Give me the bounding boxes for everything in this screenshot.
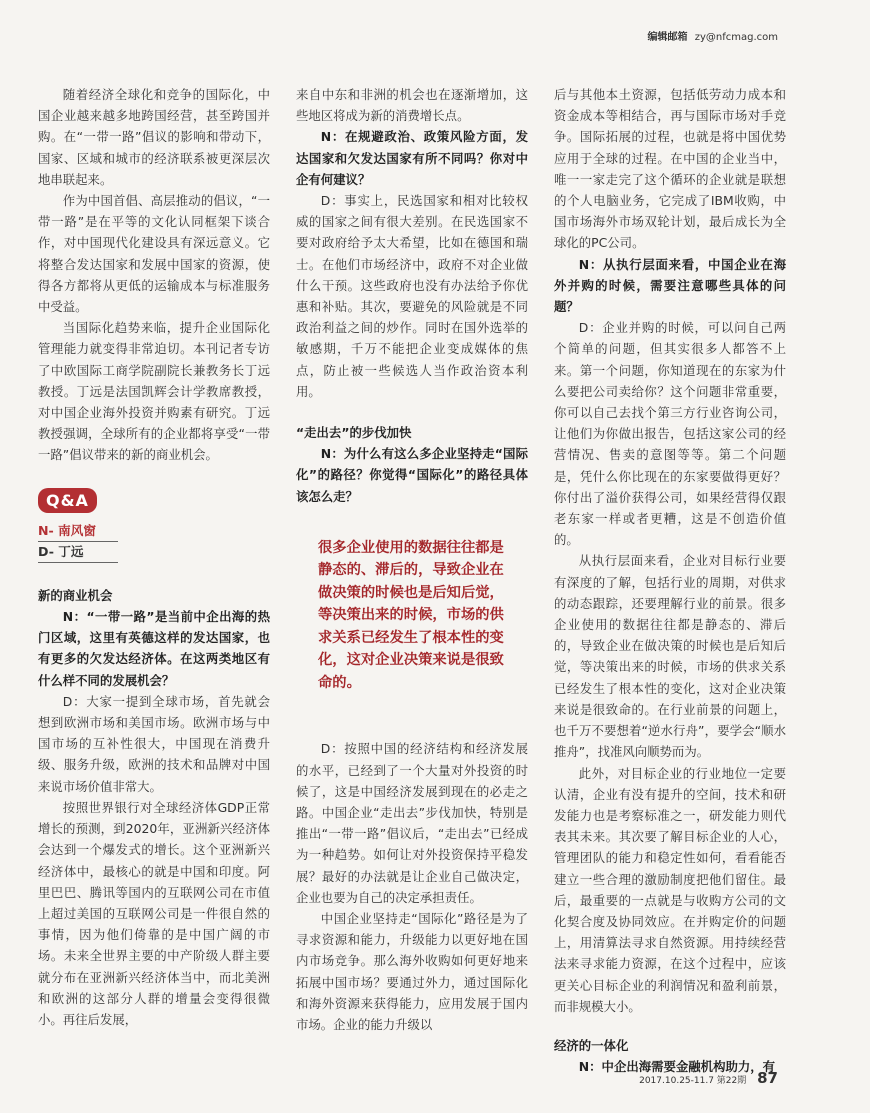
qa-block	[38, 488, 270, 563]
paragraph: 当国际化趋势来临，提升企业国际化管理能力就变得非常迫切。本刊记者专访了中欧国际工商学院副院长兼教务长丁远教授。丁远是法国凯辉会计学教席教授，对中国企业海外投资并购素有研究。丁远教授强调，全球所有的企业都将享受“一带一路”倡议带来的新的商业机会。	[38, 320, 270, 463]
section-heading: 经济的一体化	[554, 1037, 629, 1053]
answer: 中国企业坚持走“国际化”路径是为了寻求资源和能力，升级能力以更好地在国内市场竞争。那么海外收购如何更好地来拓展中国市场？要通过外力，通过国际化和海外资源来获得能力，应用发展于国内市场。企业的能力升级以	[296, 910, 528, 1032]
paragraph: 来自中东和非洲的机会也在逐渐增加，这些地区将成为新的消费增长点。	[296, 87, 528, 124]
header-label: 编辑邮箱	[647, 32, 688, 43]
column-2	[296, 84, 528, 1035]
column-3	[554, 84, 786, 1077]
question: N：从执行层面来看，中国企业在海外并购的时候，需要注意哪些具体的问题？	[554, 256, 786, 315]
answer: 此外，对目标企业的行业地位一定要认清，企业有没有提升的空间，技术和研发能力也是考察标准之一，研发能力则代表其未来。其次要了解目标企业的人心，管理团队的能力和稳定性如何，看看能否建立一些合理的激励制度把他们留住。最后，最重要的一点就是与收购方公司的文化契合度及协同效应。在并购定价的问题上，用清算法寻求自然资源。用持续经营法来寻求能力资源，在这个过程中，应该更关心目标企业的利润情况和盈利前景，而非规模大小。	[554, 765, 786, 1014]
answer: D：企业并购的时候，可以问自己两个简单的问题，但其实很多人都答不上来。第一个问题，你知道现在的东家为什么要把公司卖给你？这个问题非常重要，你可以自己去找个第三方行业咨询公司，让他们为你做出报告，包括这家公司的经营情况、售卖的意图等等。第二个问题是，凭什么你比现在的东家要做得更好？你付出了溢价获得公司，如果经营得仅跟老东家一样或者更糟，这是不创造价值的。	[554, 320, 786, 548]
section-heading: “走出去”的步伐加快	[296, 425, 412, 441]
page-footer	[639, 1069, 778, 1087]
pull-quote: 很多企业使用的数据往往都是静态的、滞后的，导致企业在做决策的时候也是后知后觉，等决策出来的时候，市场的供求关系已经发生了根本性的变化，这对企业决策来说是很致命的。	[318, 539, 504, 691]
question: N：“一带一路”是当前中企出海的热门区域，这里有英德这样的发达国家，也有更多的欠发达经济体。在这两类地区有什么样不同的发展机会？	[38, 609, 270, 688]
page-header	[648, 28, 778, 43]
answer: D：大家一提到全球市场，首先就会想到欧洲市场和美国市场。欧洲市场与中国市场的互补性很大，中国现在消费升级、服务升级，欧洲的技术和品牌对中国来说市场价值非常大。	[38, 693, 270, 794]
question: N：在规避政治、政策风险方面，发达国家和欠发达国家有所不同吗？你对中企有何建议？	[296, 129, 528, 187]
qa-title: Q&A	[38, 488, 97, 513]
answer: D：按照中国的经济结构和经济发展的水平，已经到了一个大量对外投资的时候了，这是中国经济发展到现在的必走之路。中国企业“走出去”步伐加快，特别是推出“一带一路”倡议后，“走出去”已经成为一种趋势。如何让对外投资保持平稳发展？最好的办法就是让企业自己做决定，企业也要为自己的决定承担责任。	[296, 741, 528, 905]
header-email: zy@nfcmag.com	[694, 32, 778, 43]
paragraph: 随着经济全球化和竞争的国际化，中国企业越来越多地跨国经营，甚至跨国并购。在“一带一路”倡议的影响和带动下，国家、区域和城市的经济联系被更深层次地串联起来。	[38, 87, 270, 187]
question: N：中企出海需要金融机构助力，有	[578, 1059, 776, 1075]
column-1	[38, 84, 270, 1030]
paragraph: 后与其他本土资源，包括低劳动力成本和资金成本等相结合，再与国际市场对手竞争。国际拓展的过程，也就是将中国优势应用于全球的过程。在中国的企业当中，唯一一家走完了这个循环的企业就是联想的个人电脑业务，它完成了IBM收购，中国市场海外市场双轮计划，最后成长为全球化的PC公司。	[554, 87, 786, 251]
question: N：为什么有这么多企业坚持走“国际化”的路径？你觉得“国际化”的路径具体该怎么走？	[296, 446, 528, 504]
issue-date: 2017.10.25-11.7 第22期	[639, 1076, 747, 1086]
answer: D：事实上，民选国家和相对比较权威的国家之间有很大差别。在民选国家不要对政府给予太大希望，比如在德国和瑞士。在他们市场经济中，政府不对企业做什么干预。这些政府也没有办法给予你优惠和补贴。其次，要避免的风险就是不同政治利益之间的炒作。同时在国外选举的敏感期，千万不能把企业变成媒体的焦点，防止被一些候选人当作政治资本利用。	[296, 193, 528, 399]
answer: 按照世界银行对全球经济体GDP正常增长的预测，到2020年，亚洲新兴经济体会达到一个爆发式的增长。这个亚洲新兴经济体中，最核心的就是中国和印度。阿里巴巴、腾讯等国内的互联网公司在市值上超过美国的互联网公司是一件很自然的事情，因为他们倚靠的是中国广阔的市场。未来全世界主要的中产阶级人群主要就分布在亚洲新兴经济体当中，而北美洲和欧洲的这部分人群的增量会变得很微小。再往后发展，	[38, 799, 270, 1027]
page-number: 87	[757, 1069, 778, 1087]
paragraph: 作为中国首倡、高层推动的倡议，“一带一路”是在平等的文化认同框架下谈合作，对中国现代化建设具有深远意义。它将整合发达国家和发展中国家的资源，使得各方都将从更低的运输成本与标准服务中受益。	[38, 193, 270, 315]
section-heading: 新的商业机会	[38, 587, 113, 603]
interviewee-label: D- 丁远	[38, 542, 118, 563]
answer: 从执行层面来看，企业对目标行业要有深度的了解，包括行业的周期，对供求的动态跟踪，还要理解行业的前景。很多企业使用的数据往往都是静态的、滞后的，导致企业在做决策的时候也是后知后觉，等决策出来的时候，市场的供求关系已经发生了根本性的变化，这对企业决策来说是很致命的。在行业前景的问题上，也千万不要想着“逆水行舟”，要学会“顺水推舟”，找准风向顺势而为。	[554, 553, 786, 760]
interviewer-label: N- 南风窗	[38, 521, 118, 542]
